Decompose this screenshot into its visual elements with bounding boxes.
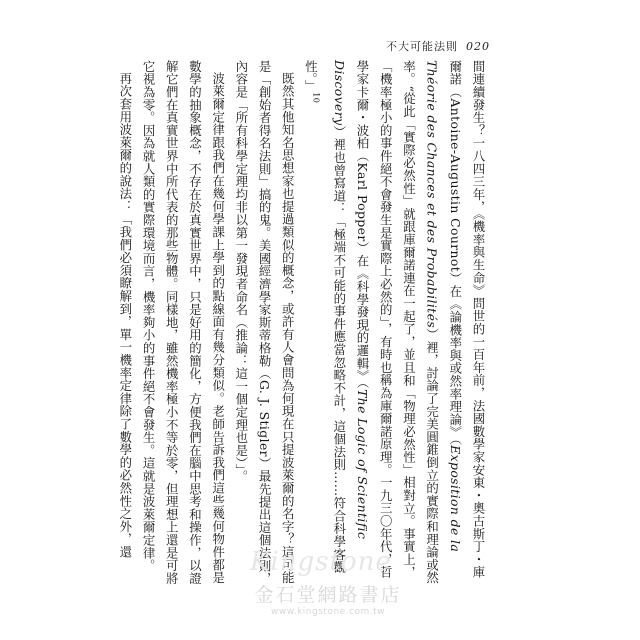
watermark-script-text: Kingstone xyxy=(250,547,392,577)
paragraph-1 xyxy=(299,60,490,590)
paragraph-4: 再次套用波萊爾的說法：「我們必須瞭解到，單一機率定律除了數學的必然性之外，還 xyxy=(117,72,133,559)
paragraph-1-text-c: ）裡也曾寫道：「極端不可能的事件應當忽略不計，這個法則……符合科學客觀性。」 xyxy=(303,60,347,574)
vertical-body-text xyxy=(114,60,490,590)
page-number: 020 xyxy=(466,40,490,53)
watermark xyxy=(228,580,428,617)
french-book-title: Exposition de la Théorie des Chances et des Probabilités xyxy=(424,60,463,553)
paragraph-1-text-b: ）裡，討論了完美圓錐倒立的實際和理論或然率。“從此「實際必然性」就跟庫爾諾連在一起了，並且和「物理必然性」相對立。事實上，「機率極小的事件絕不會發生是實際上必然的」，有時也稱為庫爾諾原理。一九三〇年代，哲學家卡爾・波柏（Karl Popper）在《科學發現的邏輯》（ xyxy=(354,60,440,585)
paragraph-3: 波萊爾定律跟我們在幾何學課上學到的點線面有幾分類似。老師告訴我們這些幾何物件都是數學的抽象概念，不存在於真實世界中，只是好用的簡化，方便我們在腦中思考和操作，以證解它們在真實世界中所代表的那些物體。同樣地，雖然機率極小不等於零，但理想上還是可將它視為零。因為就人類的實際環境而言，機率夠小的事件絕不會發生。這就是波萊爾定律。 xyxy=(141,60,226,585)
footnote-ref: 10 xyxy=(311,92,321,104)
watermark-url-text: www.kingstone.com.tw xyxy=(270,607,386,617)
paragraph-1-text-a: 間連續發生？一八四三年，《機率與生命》問世的一百年前，法國數學家安東・奧古斯丁・庫爾諾（Antoine-Augustin Cournot）在《論機率與或然率理論》（ xyxy=(447,60,486,579)
running-header xyxy=(386,38,490,54)
english-book-title: The Logic of Scientific Discovery xyxy=(331,60,370,540)
book-title: 不大可能法則 xyxy=(386,40,458,53)
paragraph-2: 既然其他知名思想家也提過類似的概念，或許有人會問為何現在只提波萊爾的名字？這可能是「創始者得名法則」搞的鬼。美國經濟學家斯蒂格勒（G. J. Stigler）最先提出這個法則，內容是「所有科學定理均非以第一發現者命名（推論：這一個定理也是）」。 xyxy=(233,60,296,585)
watermark-main-text: 金石堂網路書店 xyxy=(254,584,402,606)
